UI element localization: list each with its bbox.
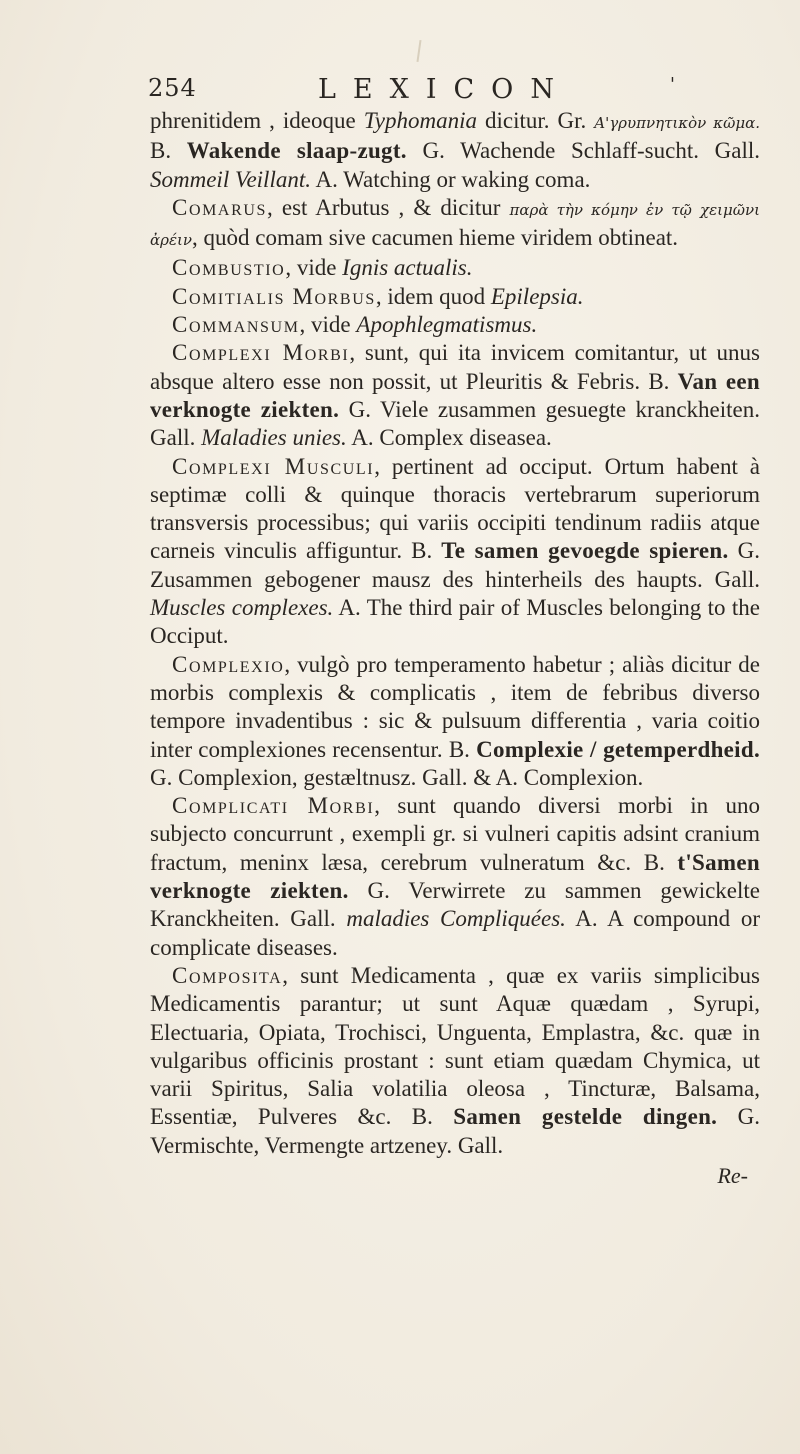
dictionary-text (150, 107, 760, 1190)
french-term: Muscles complexes. (150, 595, 334, 621)
paper-mark (416, 40, 421, 62)
entry-text: A. Complex diseasea. (346, 425, 552, 451)
entry-text: G. Wachende Schlaff-sucht. Gall. (406, 138, 760, 164)
entry-text: G. Viele zusammen gesuegte kranckheiten. Gall. (150, 396, 761, 451)
headword: Combustio (172, 255, 286, 281)
entry-text: G. Vermischte, Vermengte artzeney. Gall. (150, 1104, 760, 1158)
entry-composita (150, 962, 760, 1160)
entry-comarus (150, 194, 760, 255)
entry-text: , sunt Medicamenta , quæ ex variis simplicibus Medicamentis parantur; ut sunt Aquæ quædam , Syrupi, Electuaria, Opiata, Trochisci, Unguenta, Emplastra, &c. quæ in vulgaribus officinis prostant : sunt etiam quædam Chymica, ut varii Spiritus, Salia volatilia oleosa , Tincturæ, Balsama, Essentiæ, Pulveres &c. B. (150, 962, 760, 1130)
dutch-term: t'Samen verknogte ziekten. (150, 849, 760, 904)
entry-text: , quòd comam sive cacumen hieme viridem obtineat. (192, 225, 679, 251)
entry-complicati-morbi (150, 792, 760, 962)
headword: Complicati Morbi (172, 793, 375, 819)
entry-text: B. (150, 138, 187, 164)
headword: Complexi Musculi (172, 453, 375, 479)
entry-combustio (150, 254, 760, 282)
french-term: Maladies unies. (201, 425, 347, 451)
entry-complexi-morbi (150, 339, 760, 452)
dutch-term: Van een verknogte ziekten. (150, 368, 760, 422)
greek-term: παρὰ τὴν κόμην ἐν τῷ χειμῶνι ἀρέιν (150, 200, 760, 250)
catchword: Re- (717, 1162, 748, 1188)
headword: Comarus (172, 194, 268, 220)
cross-reference: Epilepsia. (490, 283, 584, 309)
entry-text: G. Verwirrete zu sammen gewickelte Kranckheiten. Gall. (150, 878, 760, 932)
entry-text: , est Arbutus , & dicitur (267, 194, 510, 220)
cross-reference: Typhomania (363, 108, 477, 133)
entry-commansum (150, 311, 760, 339)
entry-text: , sunt quando diversi morbi in uno subjecto concurrunt , exempli gr. si vulneri capitis adsint cranium fractum, meninx læsa, cerebrum vulneratum &c. B. (150, 793, 760, 875)
dutch-term: Te samen gevoegde spieren. (441, 538, 729, 564)
entry-comitialis-morbus (150, 283, 760, 311)
dutch-term: Wakende slaap-zugt. (186, 138, 407, 164)
entry-text: , pertinent ad occiput. Ortum habent à septimæ colli & quinque thoracis vertebrarum superiorum transversis processibus; qui variis occipiti tendinum radiis atque carneis vinculis affiguntur. B. (150, 453, 760, 564)
dutch-term: Samen gestelde dingen. (453, 1104, 718, 1130)
entry-text: , vide (299, 312, 357, 338)
entry-text: G. Complexion, gestæltnusz. Gall. & A. Complexion. (150, 764, 644, 790)
entry-text: phrenitidem , ideoque (150, 108, 364, 133)
entry-text: A. A compound or complicate diseases. (150, 906, 761, 960)
cross-reference: Apophlegmatismus. (356, 312, 538, 338)
entry-text: A. Watching or waking coma. (310, 166, 591, 192)
entry-text: , sunt, qui ita invicem comitantur, ut unus absque altero esse non possit, ut Pleuritis & Febris. B. (150, 340, 760, 394)
entry-complexi-musculi (150, 453, 760, 651)
page-header (148, 74, 748, 108)
french-term: maladies Compliquées. (346, 906, 566, 932)
french-term: Sommeil Veillant. (150, 166, 311, 192)
headword: Commansum (172, 312, 300, 338)
running-title: LEXICON (318, 74, 571, 105)
page-number: 254 (148, 74, 197, 102)
entry-complexio (150, 651, 760, 792)
entry-text: dicitur. Gr. (476, 108, 595, 133)
headword: Complexi Morbi (172, 340, 350, 366)
headword: Comitialis Morbus (172, 283, 376, 309)
cross-reference: Ignis actualis. (342, 255, 473, 281)
headword: Complexio (172, 651, 285, 677)
headword: Composita (172, 962, 283, 988)
entry-text: , vulgò pro temperamento habetur ; aliàs dicitur de morbis complexis & complicatis , item de febribus diverso tempore invadentibus : sic & pulsuum differentia , varia coitio inter complexiones recensentur. B. (150, 651, 760, 762)
entry-text: G. Zusammen gebogener mausz des hinterheils des haupts. Gall. (150, 538, 760, 592)
entry-text: A. The third pair of Muscles belonging to the Occiput. (150, 595, 760, 649)
entry-text: , vide (285, 255, 343, 281)
header-mark: ' (670, 74, 675, 95)
entry-text: , idem quod (375, 283, 491, 309)
entry-continuation (150, 107, 760, 194)
dutch-term: Complexie / getemperdheid. (476, 736, 760, 762)
greek-term: Α'γρυπνητικὸν κῶμα. (594, 114, 760, 132)
